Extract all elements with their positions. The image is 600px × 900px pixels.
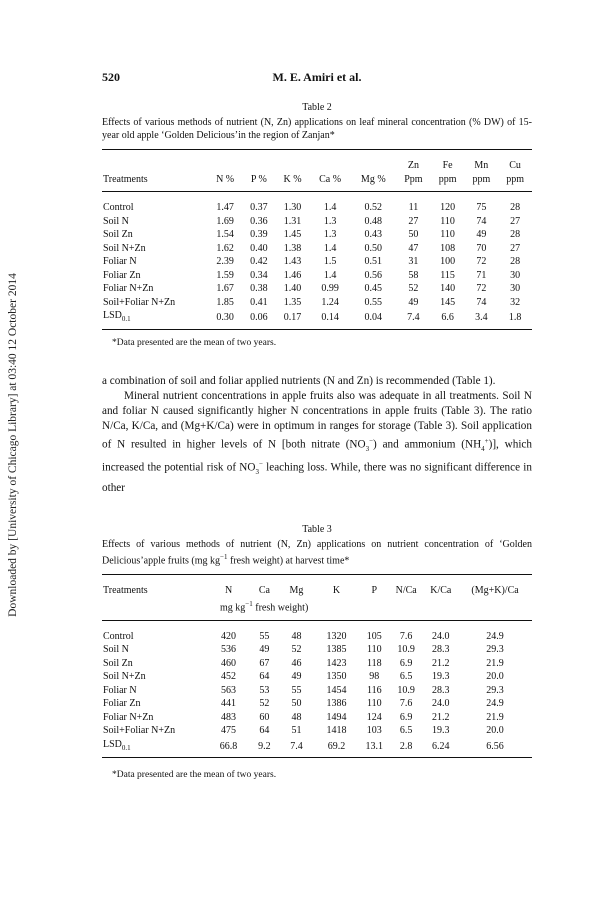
table-cell: 1.85 (216, 296, 234, 308)
table-cell: 49 (291, 671, 302, 683)
table-cell: 1.8 (498, 309, 532, 329)
table-row (102, 228, 532, 242)
table-2-label: Table 2 (302, 102, 332, 113)
table-row (102, 657, 532, 671)
treatment-label: LSD (103, 738, 122, 750)
treatment-cell (102, 738, 208, 758)
table-cell: 20.0 (486, 671, 504, 683)
treatment-label: Foliar N+Zn (103, 711, 154, 723)
table-row (102, 670, 532, 684)
page (102, 70, 532, 780)
table-cell: 27 (510, 215, 521, 227)
download-note: Downloaded by [University of Chicago Library] at 03:40 12 October 2014 (7, 273, 19, 617)
table-3-footnote: *Data presented are the mean of two years. (112, 770, 277, 781)
table-cell: 1350 (326, 671, 347, 683)
paragraph-text: a combination of soil and foliar applied nutrients (N and Zn) is recommended (Table 1). (102, 374, 496, 387)
table-cell: 1.59 (216, 269, 234, 281)
table-3-label: Table 3 (302, 523, 332, 535)
table-cell: 483 (221, 711, 237, 723)
table-cell: 6.9 (399, 711, 413, 723)
treatment-cell (102, 269, 208, 283)
table-cell: 563 (221, 684, 237, 696)
treatment-cell (102, 643, 208, 657)
treatment-label: Soil N+Zn (103, 671, 146, 683)
table-cell: 6.5 (399, 725, 413, 737)
no3-superscript: − (258, 460, 263, 469)
table-row (102, 296, 532, 310)
table-cell: 7.4 (280, 738, 314, 758)
table-cell: 6.24 (423, 738, 458, 758)
table-cell: 110 (366, 698, 382, 710)
table-cell: 7.6 (399, 630, 413, 642)
treatment-cell (102, 309, 208, 329)
table-cell: 21.2 (432, 657, 450, 669)
table-row (102, 215, 532, 229)
lsd-subscript: 0.1 (121, 315, 131, 323)
table-cell: 60 (259, 711, 270, 723)
table-cell: 140 (440, 283, 456, 294)
table-cell: 120 (440, 202, 456, 213)
table-cell: 1.54 (216, 229, 234, 240)
table-row (102, 255, 532, 269)
table-cell: 64 (259, 671, 270, 683)
table-2-header-cell: N % (208, 173, 242, 192)
table-cell: 452 (221, 671, 237, 683)
treatment-label: Control (103, 202, 134, 213)
table-cell: 1.24 (321, 296, 339, 308)
table-cell: 6.56 (458, 738, 532, 758)
table-3-unit-spacer (102, 598, 208, 620)
table-row (102, 269, 532, 283)
table-cell: 2.39 (216, 256, 234, 267)
table-3-caption (102, 538, 532, 567)
table-2-footnote: *Data presented are the mean of two years. (112, 337, 277, 348)
nh4-superscript: + (484, 437, 489, 446)
treatment-label: Soil Zn (103, 229, 133, 240)
table-cell: 110 (366, 644, 382, 656)
table-2-header-cell (208, 150, 242, 173)
table-2-header-cell (242, 150, 275, 173)
table-3-unit-text: mg kg (220, 602, 246, 614)
table-3-caption-text: fresh weight) at harvest time* (227, 555, 350, 567)
table-cell: 110 (440, 215, 455, 227)
table-3-block (102, 524, 532, 780)
download-watermark (3, 235, 23, 655)
paragraph-text: leaching loss. While, there was no significant difference in other (102, 462, 532, 494)
table-cell: 0.40 (250, 242, 268, 254)
table-cell: 24.9 (486, 698, 504, 710)
table-cell: 27 (510, 242, 521, 254)
table-2-body (102, 192, 532, 330)
table-cell: 28 (510, 202, 521, 213)
table-cell: 1.35 (283, 296, 302, 308)
table-cell: 29.3 (486, 644, 504, 656)
table-cell: 0.48 (364, 215, 383, 227)
no3-subscript: 3 (255, 468, 259, 477)
table-cell: 58 (408, 269, 419, 281)
table-row (102, 697, 532, 711)
table-2-header-cell: ppm (464, 173, 498, 192)
table-3-header-cell: N/Ca (389, 575, 424, 598)
table-cell: 0.39 (250, 229, 268, 240)
table-cell: 7.4 (396, 309, 431, 329)
table-2-header-cell: ppm (498, 173, 532, 192)
table-row (102, 620, 532, 643)
table-cell: 460 (221, 657, 237, 669)
table-3-header-cell: N (208, 575, 249, 598)
table-cell: 20.0 (486, 725, 504, 737)
table-cell: 72 (476, 283, 487, 294)
treatment-label: Foliar N (103, 256, 137, 267)
table-2-header-cell: ppm (431, 173, 465, 192)
table-3-header-cell: K/Ca (423, 575, 458, 598)
table-cell: 1.30 (283, 202, 302, 213)
table-cell: 2.8 (389, 738, 424, 758)
treatment-cell (102, 711, 208, 725)
table-cell: 0.51 (364, 256, 383, 267)
table-cell: 1.3 (323, 229, 337, 240)
table-cell: 0.36 (250, 215, 268, 227)
table-cell: 52 (291, 644, 302, 656)
table-2-header-cell (310, 150, 351, 173)
running-head (102, 70, 532, 90)
table-2-header-row-top (102, 150, 532, 173)
table-cell: 1.38 (283, 242, 302, 254)
table-2-header-cell (351, 150, 397, 173)
lsd-subscript: 0.1 (121, 743, 131, 752)
table-cell: 124 (366, 711, 382, 723)
table-cell: 69.2 (313, 738, 359, 758)
paragraph-text: Mineral nutrient concentrations in apple fruits also was adequate in all treatments. Soil N and foliar N caused significantly higher N concentrations in apple fruits (Table 3). The ratio N/Ca, K/Ca, and (Mg+K/Ca) were in optimum in ranges for storage (Table 3). Soil application of N resulted in higher levels of N [both nitrate (NO (102, 389, 532, 452)
treatment-label: Soil N (103, 644, 129, 656)
table-cell: 98 (369, 671, 380, 683)
table-3-header-cell: K (313, 575, 359, 598)
table-3-header-cell: (Mg+K)/Ca (458, 575, 532, 598)
table-2-header-cell: Cu (498, 150, 532, 173)
table-cell: 1.67 (216, 283, 234, 294)
table-cell: 118 (366, 657, 382, 669)
table-cell: 100 (440, 256, 456, 267)
table-2-header-cell: K % (275, 173, 309, 192)
table-cell: 74 (476, 215, 487, 227)
table-2-header-cell: P % (242, 173, 275, 192)
table-cell: 49 (408, 296, 419, 308)
table-cell: 24.9 (486, 630, 504, 642)
table-cell: 74 (476, 296, 487, 308)
table-cell: 0.42 (250, 256, 268, 267)
table-cell: 46 (291, 657, 302, 669)
table-cell: 70 (476, 242, 487, 254)
treatment-cell (102, 215, 208, 229)
table-cell: 28 (510, 256, 521, 267)
table-cell: 0.38 (250, 283, 268, 294)
table-cell: 420 (221, 630, 237, 642)
treatment-cell (102, 296, 208, 310)
table-3-header-cell: Treatments (102, 575, 208, 598)
table-cell: 71 (476, 269, 487, 281)
table-cell: 0.04 (351, 309, 397, 329)
table-cell: 50 (291, 698, 302, 710)
table-cell: 1418 (326, 725, 347, 737)
table-row (102, 242, 532, 256)
table-row (102, 192, 532, 215)
table-cell: 27 (408, 215, 419, 227)
treatment-label: Soil Zn (103, 657, 133, 669)
table-3-unit-superscript: −1 (245, 599, 253, 608)
table-cell: 24.0 (432, 698, 450, 710)
table-cell: 1494 (326, 711, 347, 723)
table-cell: 30 (510, 283, 521, 294)
table-cell: 0.56 (364, 269, 383, 281)
treatment-cell (102, 228, 208, 242)
table-cell: 0.43 (364, 229, 383, 240)
table-cell: 0.55 (364, 296, 383, 308)
table-cell: 0.14 (310, 309, 351, 329)
table-cell: 11 (408, 202, 419, 213)
table-cell: 1454 (326, 684, 347, 696)
table-cell: 1.45 (283, 229, 302, 240)
table-row (102, 309, 532, 329)
table-cell: 6.6 (431, 309, 465, 329)
treatment-label: Foliar Zn (103, 269, 141, 281)
table-2 (102, 149, 532, 330)
paragraph-text: ) and ammonium (NH (373, 439, 482, 452)
table-cell: 7.6 (399, 698, 413, 710)
paragraph-text: )], which increased the potential risk of NO (102, 439, 532, 475)
table-cell: 47 (408, 242, 419, 254)
table-cell: 1.3 (323, 215, 337, 227)
treatment-cell (102, 697, 208, 711)
table-cell: 9.2 (249, 738, 280, 758)
treatment-label: Foliar N+Zn (103, 283, 154, 294)
table-cell: 1.4 (323, 202, 337, 213)
table-cell: 108 (440, 242, 456, 254)
table-cell: 1.40 (283, 283, 302, 294)
table-cell: 105 (366, 630, 382, 642)
table-row (102, 684, 532, 698)
table-row (102, 724, 532, 738)
treatment-label: Foliar Zn (103, 698, 141, 710)
table-cell: 1.4 (323, 269, 337, 281)
table-cell: 10.9 (397, 644, 415, 656)
table-cell: 55 (259, 630, 270, 642)
table-cell: 1.31 (283, 215, 302, 227)
table-cell: 66.8 (208, 738, 249, 758)
paragraph (102, 389, 532, 496)
treatment-cell (102, 620, 208, 643)
table-cell: 1385 (326, 644, 347, 656)
treatment-label: Soil N (103, 215, 129, 227)
table-cell: 0.06 (242, 309, 275, 329)
table-cell: 1.46 (283, 269, 302, 281)
treatment-label: Soil+Foliar N+Zn (103, 725, 176, 737)
table-cell: 30 (510, 269, 521, 281)
table-cell: 110 (440, 229, 455, 240)
table-cell: 475 (221, 725, 237, 737)
treatment-cell (102, 242, 208, 256)
table-cell: 51 (291, 725, 302, 737)
treatment-cell (102, 282, 208, 296)
table-3-unit-text: fresh weight) (252, 602, 309, 614)
table-cell: 19.3 (432, 725, 450, 737)
table-cell: 441 (221, 698, 237, 710)
table-cell: 1423 (326, 657, 347, 669)
treatment-cell (102, 192, 208, 215)
treatment-label: Soil+Foliar N+Zn (103, 296, 176, 308)
table-cell: 0.34 (250, 269, 268, 281)
table-cell: 21.9 (486, 711, 504, 723)
table-row (102, 738, 532, 758)
table-cell: 1.47 (216, 202, 234, 213)
table-cell: 21.2 (432, 711, 450, 723)
body-text (102, 374, 532, 496)
table-2-header-cell: Mg % (351, 173, 397, 192)
table-3-unit-spacer (360, 598, 532, 620)
table-2-block (102, 102, 532, 348)
table-cell: 29.3 (486, 684, 504, 696)
table-3-unit-label (208, 598, 360, 620)
treatment-label: Foliar N (103, 684, 137, 696)
treatment-cell (102, 724, 208, 738)
table-3-body (102, 620, 532, 758)
table-cell: 24.0 (432, 630, 450, 642)
treatment-cell (102, 684, 208, 698)
running-head-authors: M. E. Amiri et al. (272, 70, 362, 84)
table-cell: 116 (366, 684, 382, 696)
table-cell: 48 (291, 711, 302, 723)
table-cell: 6.9 (399, 657, 413, 669)
treatment-cell (102, 670, 208, 684)
table-cell: 64 (259, 725, 270, 737)
table-cell: 0.99 (321, 283, 339, 294)
table-cell: 48 (291, 630, 302, 642)
table-cell: 1320 (326, 630, 347, 642)
table-cell: 1.43 (283, 256, 302, 267)
table-cell: 10.9 (397, 684, 415, 696)
table-row (102, 282, 532, 296)
no3-superscript: − (369, 437, 374, 446)
table-cell: 3.4 (464, 309, 498, 329)
table-cell: 13.1 (360, 738, 389, 758)
table-cell: 1.62 (216, 242, 234, 254)
table-cell: 145 (440, 296, 456, 308)
no3-subscript: 3 (365, 445, 370, 454)
table-cell: 67 (259, 657, 270, 669)
treatment-label: Soil N+Zn (103, 242, 146, 254)
table-cell: 21.9 (486, 657, 504, 669)
table-row (102, 643, 532, 657)
table-cell: 28 (510, 229, 521, 240)
table-3 (102, 574, 532, 758)
table-2-header-cell: Ppm (396, 173, 431, 192)
table-cell: 32 (510, 296, 521, 308)
table-2-header-cell: Ca % (310, 173, 351, 192)
table-2-caption: Effects of various methods of nutrient (N, Zn) applications on leaf mineral concentration (% DW) of 15-year old apple ‘Golden Delicious’in the region of Zanjan* (102, 117, 532, 141)
table-cell: 19.3 (432, 671, 450, 683)
table-cell: 536 (221, 644, 237, 656)
table-cell: 52 (259, 698, 270, 710)
table-cell: 53 (259, 684, 270, 696)
table-cell: 0.52 (364, 202, 383, 213)
treatment-label: Control (103, 630, 134, 642)
table-3-header-cell: P (360, 575, 389, 598)
table-cell: 28.3 (432, 684, 450, 696)
table-2-header-cell: Fe (431, 150, 465, 173)
table-cell: 49 (259, 644, 270, 656)
table-cell: 0.45 (364, 283, 383, 294)
table-cell: 0.41 (250, 296, 268, 308)
nh4-subscript: 4 (481, 445, 485, 454)
table-cell: 28.3 (432, 644, 450, 656)
table-3-header-cell: Mg (280, 575, 314, 598)
table-3-unit-row (102, 598, 532, 620)
table-cell: 72 (476, 256, 487, 267)
table-3-caption-text: Effects of various methods of nutrient (N, Zn) applications on nutrient concentration of ‘Golden Delicious’apple fruits (mg kg (102, 538, 532, 567)
table-cell: 1.4 (323, 242, 337, 254)
table-cell: 115 (440, 269, 455, 281)
table-row (102, 711, 532, 725)
treatment-cell (102, 657, 208, 671)
paragraph (102, 374, 532, 389)
table-cell: 31 (408, 256, 419, 267)
table-cell: 75 (476, 202, 487, 213)
table-2-header-row (102, 173, 532, 192)
treatment-label: LSD (103, 310, 122, 321)
table-cell: 0.50 (364, 242, 383, 254)
table-cell: 50 (408, 229, 419, 240)
table-cell: 6.5 (399, 671, 413, 683)
table-3-header-cell: Ca (249, 575, 280, 598)
table-cell: 0.17 (275, 309, 309, 329)
table-cell: 1.69 (216, 215, 234, 227)
table-cell: 55 (291, 684, 302, 696)
table-cell: 1.5 (323, 256, 337, 267)
page-number: 520 (102, 70, 120, 84)
table-2-header-cell: Treatments (102, 173, 208, 192)
treatment-cell (102, 255, 208, 269)
table-cell: 52 (408, 283, 419, 294)
table-cell: 0.30 (208, 309, 242, 329)
table-2-header-cell: Mn (464, 150, 498, 173)
table-cell: 49 (476, 229, 487, 240)
table-2-header-cell: Zn (396, 150, 431, 173)
table-cell: 0.37 (250, 202, 268, 213)
table-2-header-cell (102, 150, 208, 173)
table-3-header-row (102, 575, 532, 598)
table-cell: 1386 (326, 698, 347, 710)
table-3-caption-superscript: −1 (220, 552, 228, 561)
table-2-header-cell (275, 150, 309, 173)
table-cell: 103 (366, 725, 382, 737)
